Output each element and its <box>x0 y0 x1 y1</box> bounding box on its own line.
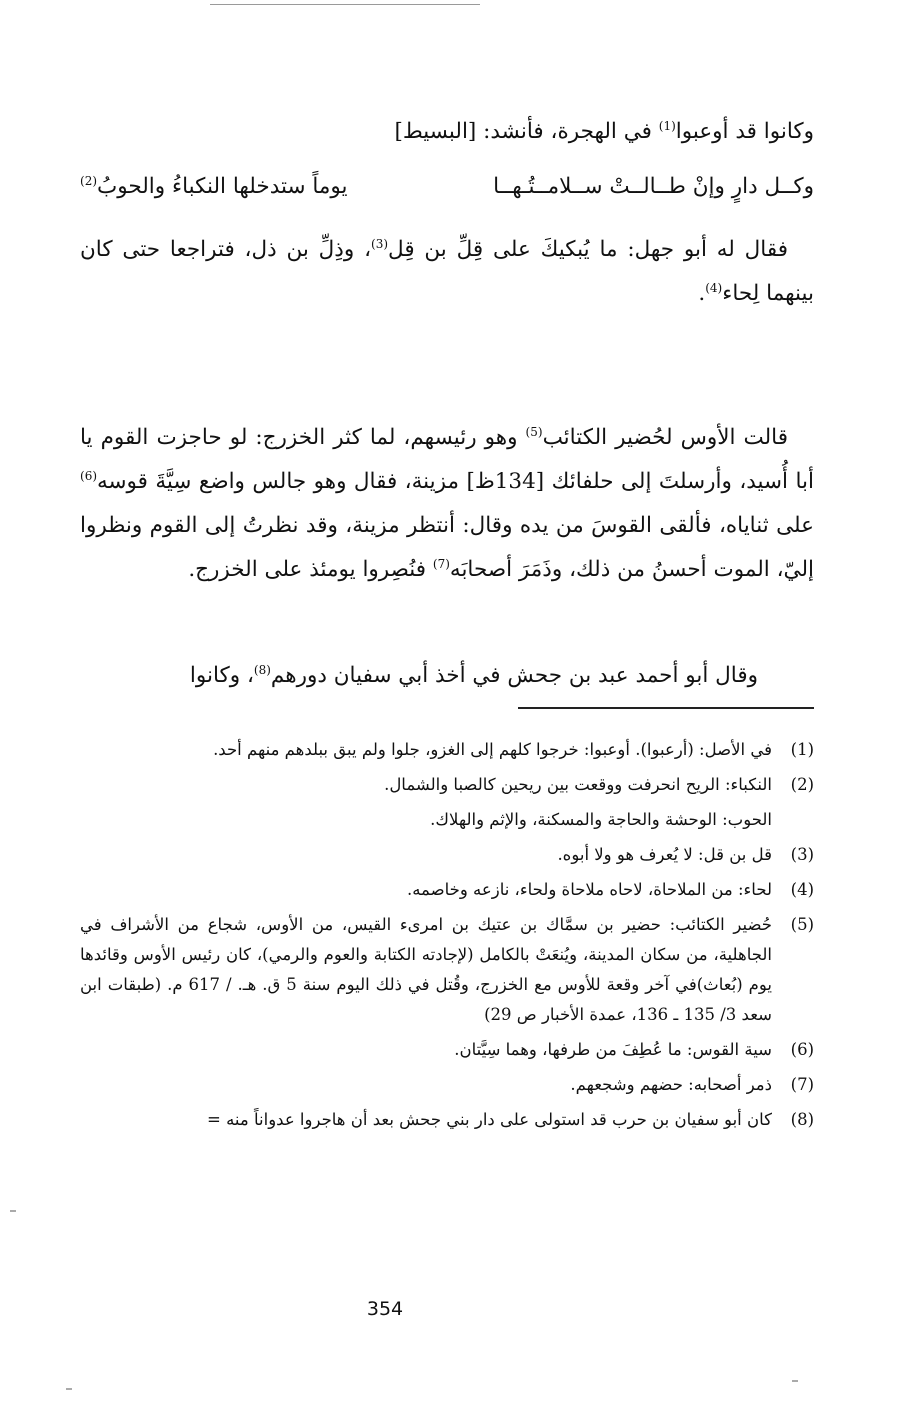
footnote-number: (4) <box>790 880 814 899</box>
footnote-ref-1[interactable]: (1) <box>658 118 676 133</box>
paragraph-3 <box>80 416 814 592</box>
footnote-2-continuation <box>80 805 814 835</box>
footnote-6 <box>80 1035 814 1065</box>
footnote-3 <box>80 840 814 870</box>
footnote-1 <box>80 735 814 765</box>
footnote-ref-4[interactable]: (4) <box>705 280 723 295</box>
footnote-ref-3[interactable]: (3) <box>371 236 389 251</box>
footnote-separator <box>518 707 814 709</box>
paragraph-1 <box>80 110 814 154</box>
verse-first-hemistich: وكــل دارٍ وإنْ طــالــتْ ســلامــتُـهــا <box>493 174 814 199</box>
footnotes <box>80 735 814 1140</box>
footnote-text: النكباء: الريح انحرفت ووقعت بين ريحين كالصبا والشمال. <box>384 775 772 794</box>
footnote-text: حُضير الكتائب: حضير بن سمَّاك بن عتيك بن امرىء القيس، من الأوس، شجاع من الأشراف في الجاهلية، من سكان المدينة، ويُنعَتْ بالكامل (لإجادته الكتابة والعوم والرمي)، كان رئيس الأوس وقائدها يوم (بُعاث)في آخر وقعة للأوس مع الخزرج، وقُتل في ذلك اليوم سنة 5 ق. هـ. / 617 م. (طبقات ابن سعد 3/ 135 ـ 136، عمدة الأخبار ص 29) <box>80 915 773 1024</box>
paragraph-4 <box>80 654 814 698</box>
footnote-number: (6) <box>790 1040 814 1059</box>
footnote-number: (2) <box>790 775 814 794</box>
paragraph-3-text-a: قالت الأوس لحُضير الكتائب <box>542 425 788 450</box>
scan-artifact-mark <box>66 1388 72 1390</box>
paragraph-1-text-b: في الهجرة، فأنشد: [البسيط] <box>394 119 659 144</box>
paragraph-2-text-c: . <box>698 281 706 306</box>
footnote-number: (7) <box>790 1075 814 1094</box>
paragraph-1-text-a: وكانوا قد أوعبوا <box>675 119 814 144</box>
poem-verse <box>80 165 814 209</box>
footnote-ref-8[interactable]: (8) <box>253 662 271 677</box>
footnote-number: (8) <box>790 1110 814 1129</box>
footnote-text: في الأصل: (أرعبوا). أوعبوا: خرجوا كلهم إلى الغزو، جلوا ولم يبق ببلدهم منهم أحد. <box>213 740 772 759</box>
footnote-text: كان أبو سفيان بن حرب قد استولى على دار بني جحش بعد أن هاجروا عدواناً منه = <box>207 1110 772 1129</box>
footnote-text: ذمر أصحابه: حضهم وشجعهم. <box>570 1075 772 1094</box>
paragraph-2-text-a: فقال له أبو جهل: ما يُبكيكَ على قِلِّ بن قِل <box>388 237 788 262</box>
footnote-text: قل بن قل: لا يُعرف هو ولا أبوه. <box>557 845 772 864</box>
footnote-4 <box>80 875 814 905</box>
paragraph-4-text-b: ، وكانوا <box>189 663 254 688</box>
footnote-7 <box>80 1070 814 1100</box>
verse-second-hemistich <box>80 165 348 209</box>
paragraph-3-text-b: وهو رئيسهم، لما كثر الخزرج: لو حاجزت القوم يا أبا أُسيد، وأرسلتَ إلى حلفائك [134ظ] مزينة، فقال وهو جالس واضع سِيَّةَ قوسه <box>80 425 814 494</box>
scan-artifact-mark <box>792 1380 798 1382</box>
footnote-2 <box>80 770 814 800</box>
footnote-text: الحوب: الوحشة والحاجة والمسكنة، والإثم والهلاك. <box>430 810 772 829</box>
book-page <box>80 0 814 1417</box>
page-number: 354 <box>366 1298 404 1320</box>
footnote-ref-7[interactable]: (7) <box>432 556 450 571</box>
paragraph-3-text-d: فنُصِروا يومئذ على الخزرج. <box>188 557 433 582</box>
footnote-ref-6[interactable]: (6) <box>80 468 98 483</box>
paragraph-2 <box>80 228 814 316</box>
footnote-number: (5) <box>790 915 814 934</box>
footnote-5 <box>80 910 814 1030</box>
footnote-8 <box>80 1105 814 1135</box>
verse-second-hemistich-text: يوماً ستدخلها النكباءُ والحوبُ <box>97 174 348 199</box>
footnote-number: (3) <box>790 845 814 864</box>
paragraph-4-text-a: وقال أبو أحمد عبد بن جحش في أخذ أبي سفيان دورهم <box>270 663 758 688</box>
paragraph-2-text-b: ، وذِلِّ بن ذل، فتراجعا حتى كان بينهما لِحاء <box>80 237 814 306</box>
footnote-number: (1) <box>790 740 814 759</box>
paragraph-3-text-c: على ثناياه، فألقى القوسَ من يده وقال: أنتظر مزينة، وقد نظرتُ إلى القوم ونظروا إليّ، الموت أحسنُ من ذلك، وذَمَرَ أصحابَه <box>80 513 814 582</box>
footnote-text: سية القوس: ما عُطِفَ من طرفها، وهما سِيَّتان. <box>454 1040 772 1059</box>
footnote-ref-2[interactable]: (2) <box>80 173 98 188</box>
scan-artifact-mark <box>10 1210 16 1212</box>
footnote-text: لحاء: من الملاحاة، لاحاه ملاحاة ولحاء، نازعه وخاصمه. <box>406 880 772 899</box>
footnote-ref-5[interactable]: (5) <box>525 424 543 439</box>
